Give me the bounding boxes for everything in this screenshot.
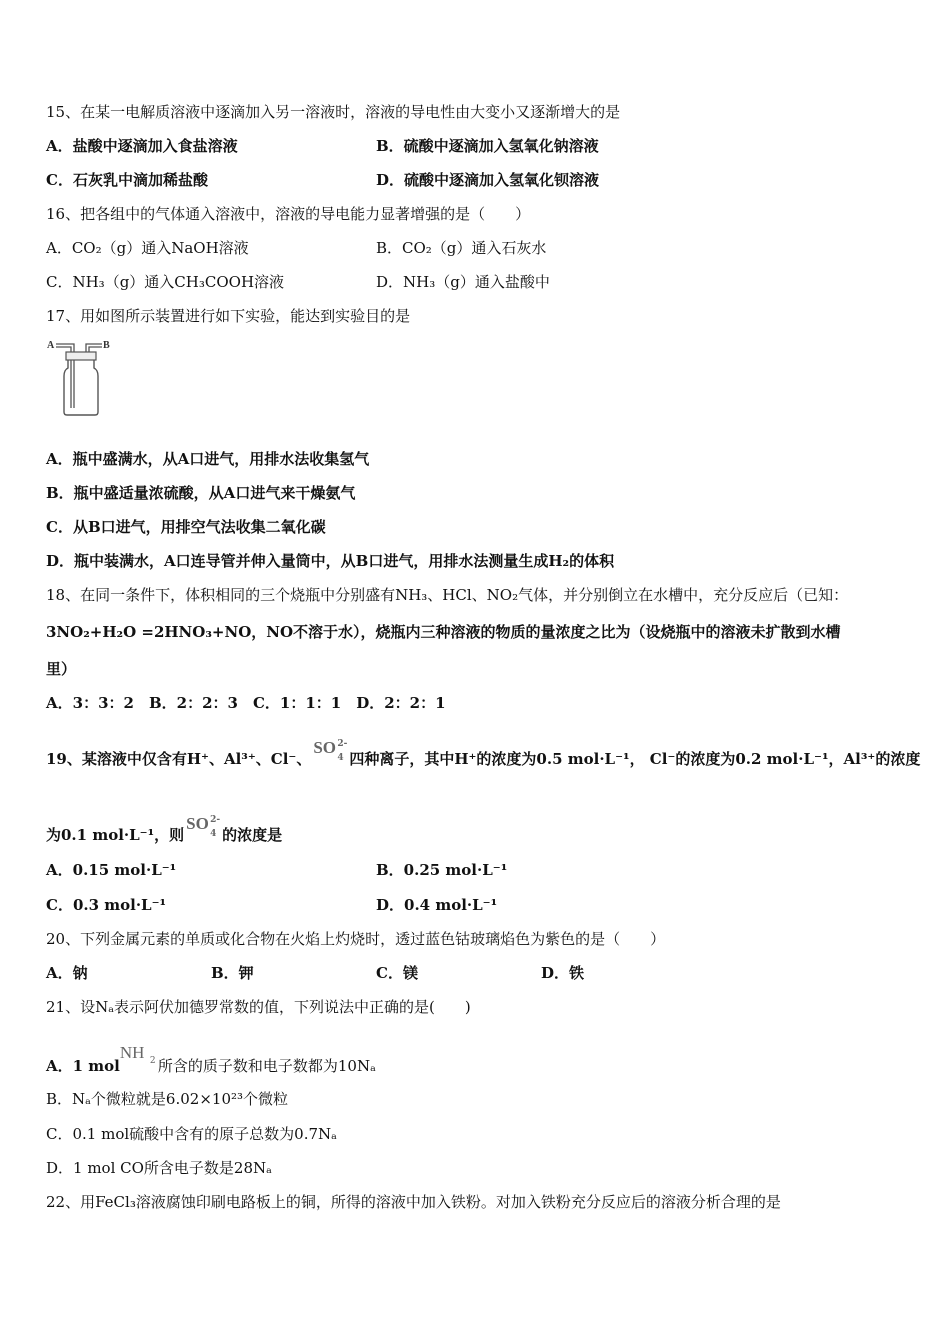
q19-stem-line1 [46,738,920,769]
q19-stem-line2 [46,814,282,845]
q17-stem: 17、用如图所示装置进行如下实验，能达到实验目的是 [46,307,411,325]
sulfate-ion-formula: SO 2- 4 [313,738,348,763]
q16-option-c: C．NH₃（g）通入CH₃COOH溶液 [46,273,285,291]
q19-line2-post: 的浓度是 [222,826,283,844]
q21-option-a [46,1043,376,1076]
q21-option-c: C．0.1 mol硫酸中含有的原子总数为0.7Nₐ [46,1125,337,1143]
q20-option-d: D．铁 [541,964,585,982]
q15-stem: 15、在某一电解质溶液中逐滴加入另一溶液时，溶液的导电性由大变小又逐渐增大的是 [46,103,621,121]
q16-stem: 16、把各组中的气体通入溶液中，溶液的导电能力显著增强的是（ ） [46,205,531,223]
q19-option-a: A．0.15 mol·L⁻¹ [46,861,177,879]
q15-option-a: A．盐酸中逐滴加入食盐溶液 [46,137,238,155]
apparatus-label-b: B [103,340,110,351]
q18-stem-line3: 里） [46,660,77,678]
q17-option-d: D．瓶中装满水，A口连导管并伸入量筒中，从B口进气，用排水法测量生成H₂的体积 [46,552,615,570]
apparatus-label-a: A [47,340,55,351]
q22-stem: 22、用FeCl₃溶液腐蚀印刷电路板上的铜，所得的溶液中加入铁粉。对加入铁粉充分反应后的溶液分析合理的是 [46,1193,781,1211]
q20-option-c: C．镁 [376,964,418,982]
q20-stem: 20、下列金属元素的单质或化合物在火焰上灼烧时，透过蓝色钴玻璃焰色为紫色的是（ ） [46,930,666,948]
q16-option-a: A．CO₂（g）通入NaOH溶液 [46,239,249,257]
gas-bottle-apparatus-diagram [46,338,118,418]
q18-stem-line1: 18、在同一条件下，体积相同的三个烧瓶中分别盛有NH₃、HCl、NO₂气体，并分别倒立在水槽中，充分反应后（已知： [46,586,849,604]
amide-ion-formula: NH 2 [119,1043,156,1066]
q19-line2-pre: 为0.1 mol·L⁻¹，则 [46,826,185,844]
q15-option-d: D．硫酸中逐滴加入氢氧化钡溶液 [376,171,600,189]
q21-a-post: 所含的质子数和电子数都为10Nₐ [157,1057,376,1075]
q21-option-b: B．Nₐ个微粒就是6.02×10²³个微粒 [46,1090,289,1108]
sulfate-ion-formula-2: SO 2- 4 [186,814,221,839]
q21-option-d: D．1 mol CO所含电子数是28Nₐ [46,1159,272,1177]
q19-line1-post: 四种离子，其中H⁺的浓度为0.5 mol·L⁻¹， Cl⁻的浓度为0.2 mol·L⁻¹，Al³⁺的浓度 [349,750,921,768]
q21-a-pre: A．1 mol [46,1057,120,1075]
q19-option-b: B．0.25 mol·L⁻¹ [376,861,508,879]
q21-stem: 21、设Nₐ表示阿伏加德罗常数的值，下列说法中正确的是( ) [46,998,471,1016]
q19-option-c: C．0.3 mol·L⁻¹ [46,896,167,914]
q15-option-c: C．石灰乳中滴加稀盐酸 [46,171,208,189]
q17-option-b: B．瓶中盛适量浓硫酸，从A口进气来干燥氨气 [46,484,356,502]
q19-line1-pre: 19、某溶液中仅含有H⁺、Al³⁺、Cl⁻、 [46,750,312,768]
q17-option-a: A．瓶中盛满水，从A口进气，用排水法收集氢气 [46,450,370,468]
q16-option-d: D．NH₃（g）通入盐酸中 [376,273,550,291]
q15-option-b: B．硫酸中逐滴加入氢氧化钠溶液 [376,137,599,155]
q17-option-c: C．从B口进气，用排空气法收集二氧化碳 [46,518,326,536]
q16-option-b: B．CO₂（g）通入石灰水 [376,239,547,257]
q19-option-d: D．0.4 mol·L⁻¹ [376,896,498,914]
q20-option-b: B．钾 [211,964,254,982]
q18-options: A．3：3：2 B．2：2：3 C．1：1：1 D．2：2：1 [46,694,446,712]
q18-stem-line2: 3NO₂+H₂O =2HNO₃+NO，NO不溶于水），烧瓶内三种溶液的物质的量浓度之比为（设烧瓶中的溶液未扩散到水槽 [46,623,841,641]
q20-option-a: A．钠 [46,964,88,982]
